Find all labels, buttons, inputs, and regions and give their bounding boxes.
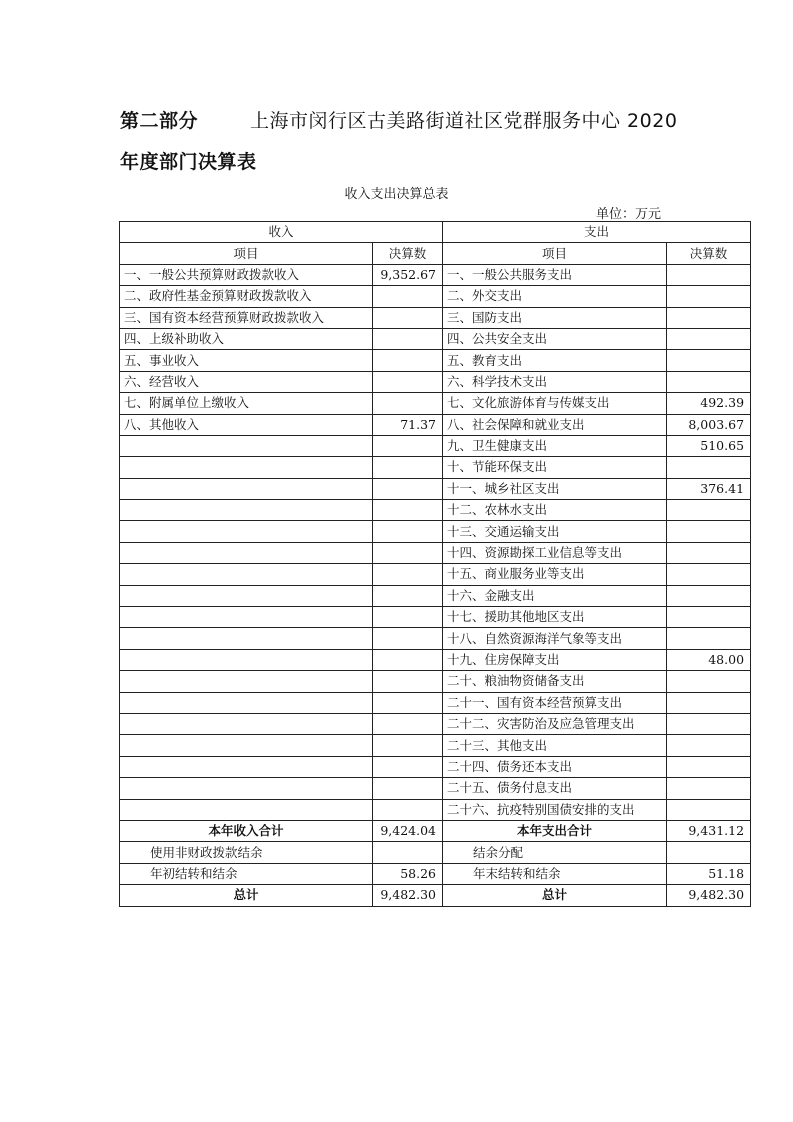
expense-amount-cell [667,286,751,307]
expense-amount-cell [667,692,751,713]
income-item-header: 项目 [120,243,373,264]
income-amount-cell [373,735,443,756]
income-amount-cell [373,778,443,799]
table-row [120,585,751,606]
report-title-line2: 年度部门决算表 [120,151,257,173]
expense-item-cell: 二十四、债务还本支出 [443,756,667,777]
begin-carryover-label: 年初结转和结余 [120,863,373,884]
income-item-cell [120,649,373,670]
expense-item-cell: 八、社会保障和就业支出 [443,414,667,435]
expense-amount-cell: 492.39 [667,393,751,414]
table-row [120,435,751,456]
income-item-cell [120,671,373,692]
expense-amount-cell [667,371,751,392]
table-row [120,713,751,734]
grand-total-expense-value: 9,482.30 [667,885,751,906]
expense-amount-cell [667,500,751,521]
expense-amount-header: 决算数 [667,243,751,264]
expense-amount-cell [667,671,751,692]
expense-item-cell: 二十三、其他支出 [443,735,667,756]
income-amount-cell [373,713,443,734]
section-heading [120,106,677,133]
table-row [120,778,751,799]
income-amount-cell [373,435,443,456]
expense-amount-cell [667,778,751,799]
expense-amount-cell [667,542,751,563]
expense-item-cell: 二十六、抗疫特别国债安排的支出 [443,799,667,820]
income-total-label: 本年收入合计 [120,820,373,841]
expense-item-cell: 二十、粮油物资储备支出 [443,671,667,692]
distribution-label: 结余分配 [443,842,667,863]
income-amount-cell [373,692,443,713]
income-amount-cell [373,607,443,628]
expense-header: 支出 [443,222,751,243]
part-label: 第二部分 [120,110,199,132]
table-row [120,371,751,392]
expense-amount-cell: 48.00 [667,649,751,670]
income-item-cell [120,713,373,734]
expense-amount-cell [667,713,751,734]
income-item-cell [120,521,373,542]
income-total-value: 9,424.04 [373,820,443,841]
unit-label: 单位：万元 [596,207,662,222]
income-amount-cell: 71.37 [373,414,443,435]
expense-item-cell: 十六、金融支出 [443,585,667,606]
income-amount-cell [373,307,443,328]
income-item-cell: 二、政府性基金预算财政拨款收入 [120,286,373,307]
expense-amount-cell [667,756,751,777]
income-item-cell: 七、附属单位上缴收入 [120,393,373,414]
income-item-cell [120,799,373,820]
expense-amount-cell [667,350,751,371]
income-item-cell [120,435,373,456]
income-item-cell: 一、一般公共预算财政拨款收入 [120,264,373,285]
income-amount-cell [373,521,443,542]
table-row [120,542,751,563]
table-row [120,756,751,777]
income-item-cell [120,457,373,478]
grand-total-expense-label: 总计 [443,885,667,906]
table-row [120,457,751,478]
report-title-line1: 上海市闵行区古美路街道社区党群服务中心 2020 [250,110,678,132]
table-row [120,521,751,542]
expense-item-cell: 七、文化旅游体育与传媒支出 [443,393,667,414]
expense-item-cell: 二十一、国有资本经营预算支出 [443,692,667,713]
begin-carryover-value: 58.26 [373,863,443,884]
expense-amount-cell [667,735,751,756]
expense-item-cell: 十五、商业服务业等支出 [443,564,667,585]
group-header-row [120,222,751,243]
expense-item-cell: 五、教育支出 [443,350,667,371]
annual-total-row [120,820,751,841]
income-item-cell: 三、国有资本经营预算财政拨款收入 [120,307,373,328]
table-row [120,286,751,307]
expense-item-cell: 十八、自然资源海洋气象等支出 [443,628,667,649]
income-amount-cell [373,649,443,670]
table-row [120,328,751,349]
income-item-cell: 五、事业收入 [120,350,373,371]
expense-amount-cell [667,328,751,349]
income-item-cell [120,735,373,756]
grand-total-row [120,885,751,906]
expense-amount-cell [667,307,751,328]
end-carryover-value: 51.18 [667,863,751,884]
income-amount-cell [373,628,443,649]
table-row [120,671,751,692]
expense-item-cell: 六、科学技术支出 [443,371,667,392]
expense-item-cell: 二十二、灾害防治及应急管理支出 [443,713,667,734]
income-amount-cell [373,457,443,478]
income-amount-cell [373,478,443,499]
income-item-cell [120,478,373,499]
income-amount-cell [373,286,443,307]
income-amount-cell [373,393,443,414]
expense-item-cell: 十七、援助其他地区支出 [443,607,667,628]
income-amount-cell [373,756,443,777]
expense-item-cell: 十九、住房保障支出 [443,649,667,670]
expense-amount-cell [667,628,751,649]
expense-amount-cell: 8,003.67 [667,414,751,435]
grand-total-income-label: 总计 [120,885,373,906]
table-row [120,692,751,713]
expense-total-value: 9,431.12 [667,820,751,841]
expense-amount-cell: 510.65 [667,435,751,456]
expense-item-cell: 一、一般公共服务支出 [443,264,667,285]
expense-item-cell: 十四、资源勘探工业信息等支出 [443,542,667,563]
expense-item-header: 项目 [443,243,667,264]
income-item-cell: 四、上级补助收入 [120,328,373,349]
income-amount-cell [373,371,443,392]
distribution-value [667,842,751,863]
table-row [120,393,751,414]
carryover-row [120,863,751,884]
expense-amount-cell [667,264,751,285]
expense-amount-cell: 376.41 [667,478,751,499]
income-amount-cell [373,328,443,349]
non-fiscal-label: 使用非财政拨款结余 [120,842,373,863]
expense-amount-cell [667,607,751,628]
income-header: 收入 [120,222,443,243]
expense-item-cell: 十二、农林水支出 [443,500,667,521]
income-amount-cell [373,585,443,606]
expense-amount-cell [667,585,751,606]
income-amount-cell [373,350,443,371]
expense-amount-cell [667,457,751,478]
income-amount-cell [373,671,443,692]
income-item-cell [120,628,373,649]
income-item-cell [120,607,373,628]
income-item-cell: 八、其他收入 [120,414,373,435]
table-row [120,564,751,585]
table-row [120,735,751,756]
income-amount-cell [373,542,443,563]
table-row [120,628,751,649]
balance-use-row [120,842,751,863]
income-item-cell [120,542,373,563]
income-item-cell [120,585,373,606]
income-item-cell [120,564,373,585]
expense-total-label: 本年支出合计 [443,820,667,841]
table-row [120,649,751,670]
table-row [120,478,751,499]
expense-amount-cell [667,799,751,820]
income-amount-cell [373,500,443,521]
expense-item-cell: 三、国防支出 [443,307,667,328]
income-item-cell [120,500,373,521]
expense-item-cell: 十一、城乡社区支出 [443,478,667,499]
table-row [120,500,751,521]
expense-item-cell: 十、节能环保支出 [443,457,667,478]
table-row [120,799,751,820]
table-row [120,607,751,628]
income-item-cell [120,692,373,713]
income-amount-header: 决算数 [373,243,443,264]
income-item-cell [120,778,373,799]
expense-item-cell: 二、外交支出 [443,286,667,307]
expense-amount-cell [667,521,751,542]
income-item-cell [120,756,373,777]
table-title: 收入支出决算总表 [344,187,449,202]
column-header-row [120,243,751,264]
table-row [120,264,751,285]
end-carryover-label: 年末结转和结余 [443,863,667,884]
income-amount-cell [373,799,443,820]
income-amount-cell [373,564,443,585]
expense-item-cell: 二十五、债务付息支出 [443,778,667,799]
income-amount-cell: 9,352.67 [373,264,443,285]
budget-summary-table [119,221,751,907]
non-fiscal-value [373,842,443,863]
table-row [120,307,751,328]
expense-amount-cell [667,564,751,585]
grand-total-income-value: 9,482.30 [373,885,443,906]
table-row [120,350,751,371]
expense-item-cell: 十三、交通运输支出 [443,521,667,542]
table-row [120,414,751,435]
income-item-cell: 六、经营收入 [120,371,373,392]
expense-item-cell: 九、卫生健康支出 [443,435,667,456]
expense-item-cell: 四、公共安全支出 [443,328,667,349]
